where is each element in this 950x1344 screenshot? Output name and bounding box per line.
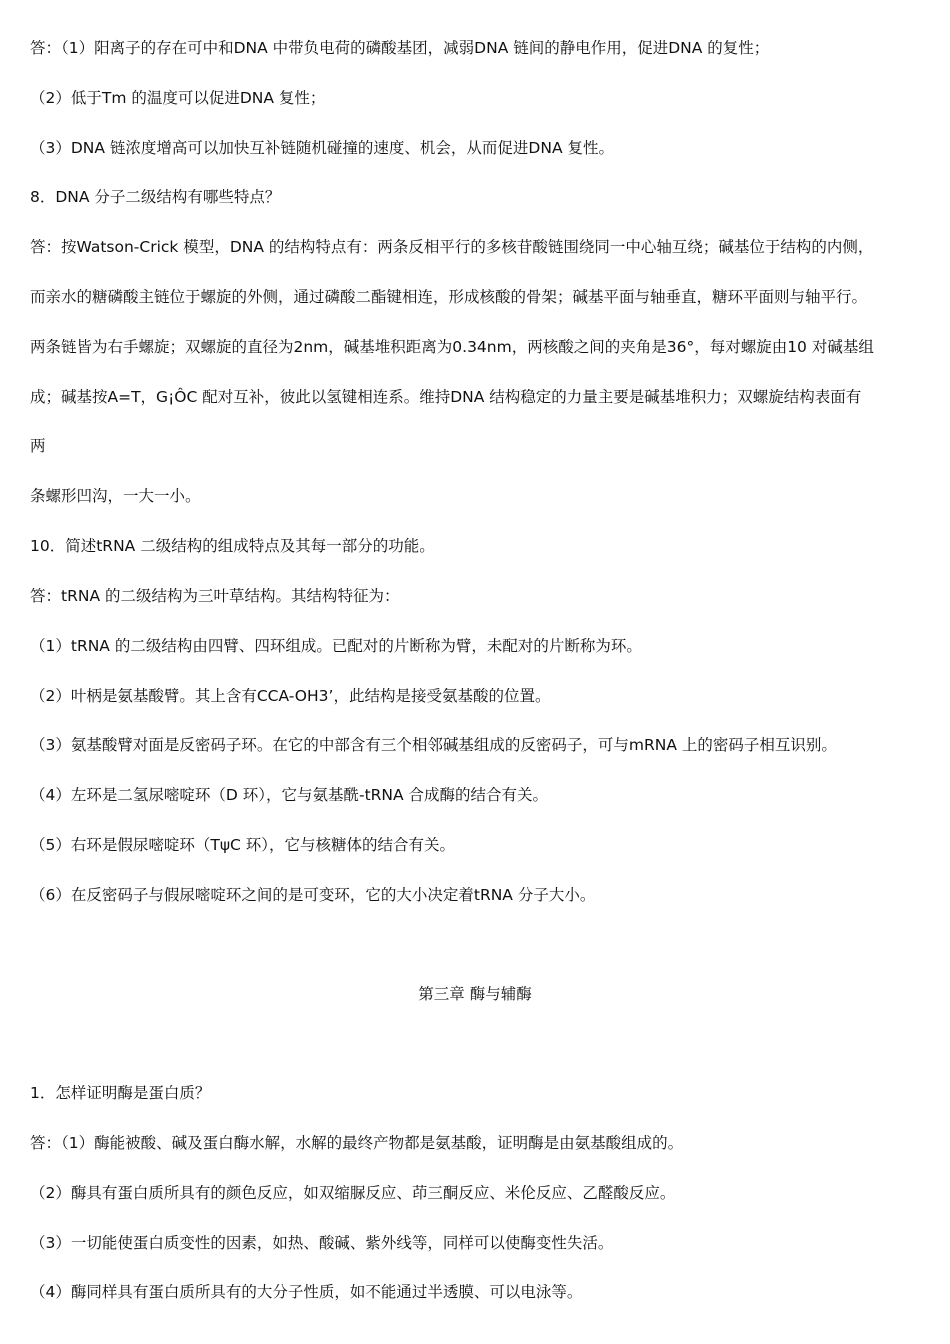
text-line-point-2: （2）低于Tm 的温度可以促进DNA 复性； (30, 89, 326, 107)
text-line-answer-8-5: 两 (30, 437, 46, 455)
chapter-title: 第三章 酶与辅酶 (418, 985, 532, 1003)
text-line-point-1: （1）tRNA 的二级结构由四臂、四环组成。已配对的片断称为臂，未配对的片断称为环。 (30, 637, 642, 655)
text-line-point-6: （6）在反密码子与假尿嘧啶环之间的是可变环，它的大小决定着tRNA 分子大小。 (30, 886, 596, 904)
text-line-point-4: （4）左环是二氢尿嘧啶环（D 环），它与氨基酰-tRNA 合成酶的结合有关。 (30, 786, 549, 804)
text-line-answer-8-3: 两条链皆为右手螺旋；双螺旋的直径为2nm，碱基堆积距离为0.34nm，两核酸之间的夹角是36°，每对螺旋由10 对碱基组 (30, 338, 874, 356)
text-line-point-2c: （2）酶具有蛋白质所具有的颜色反应，如双缩脲反应、茚三酮反应、米伦反应、乙醛酸反应。 (30, 1184, 676, 1202)
text-line-point-3: （3）DNA 链浓度增高可以加快互补链随机碰撞的速度、机会，从而促进DNA 复性。 (30, 139, 614, 157)
question-8: 8．DNA 分子二级结构有哪些特点？ (30, 188, 281, 206)
text-line-point-3b: （3）氨基酸臂对面是反密码子环。在它的中部含有三个相邻碱基组成的反密码子，可与mRNA 上的密码子相互识别。 (30, 736, 837, 754)
question-10: 10．简述tRNA 二级结构的组成特点及其每一部分的功能。 (30, 537, 435, 555)
text-line-point-2b: （2）叶柄是氨基酸臂。其上含有CCA-OH3’，此结构是接受氨基酸的位置。 (30, 687, 551, 705)
text-line-answer-8-2: 而亲水的糖磷酸主链位于螺旋的外侧，通过磷酸二酯键相连，形成核酸的骨架；碱基平面与轴垂直，糖环平面则与轴平行。 (30, 288, 868, 306)
question-1: 1．怎样证明酶是蛋白质？ (30, 1084, 211, 1102)
text-line-answer-8-6: 条螺形凹沟，一大一小。 (30, 487, 201, 505)
text-line-answer-10: 答：tRNA 的二级结构为三叶草结构。其结构特征为： (30, 587, 400, 605)
text-line-point-4c: （4）酶同样具有蛋白质所具有的大分子性质，如不能通过半透膜、可以电泳等。 (30, 1283, 583, 1301)
text-line-point-3c: （3）一切能使蛋白质变性的因素，如热、酸碱、紫外线等，同样可以使酶变性失活。 (30, 1234, 614, 1252)
text-line-answer-1b: 答：（1）酶能被酸、碱及蛋白酶水解，水解的最终产物都是氨基酸，证明酶是由氨基酸组成的。 (30, 1134, 684, 1152)
text-line-answer-8-4: 成；碱基按A=T，G¡ÔC 配对互补，彼此以氢键相连系。维持DNA 结构稳定的力量主要是碱基堆积力；双螺旋结构表面有 (30, 388, 862, 406)
text-line-answer-1: 答：（1）阳离子的存在可中和DNA 中带负电荷的磷酸基团，减弱DNA 链间的静电作用，促进DNA 的复性； (30, 39, 770, 57)
text-line-point-5: （5）右环是假尿嘧啶环（TψC 环），它与核糖体的结合有关。 (30, 836, 456, 854)
text-line-answer-8-1: 答：按Watson-Crick 模型，DNA 的结构特点有：两条反相平行的多核苷酸链围绕同一中心轴互绕；碱基位于结构的内侧， (30, 238, 874, 256)
